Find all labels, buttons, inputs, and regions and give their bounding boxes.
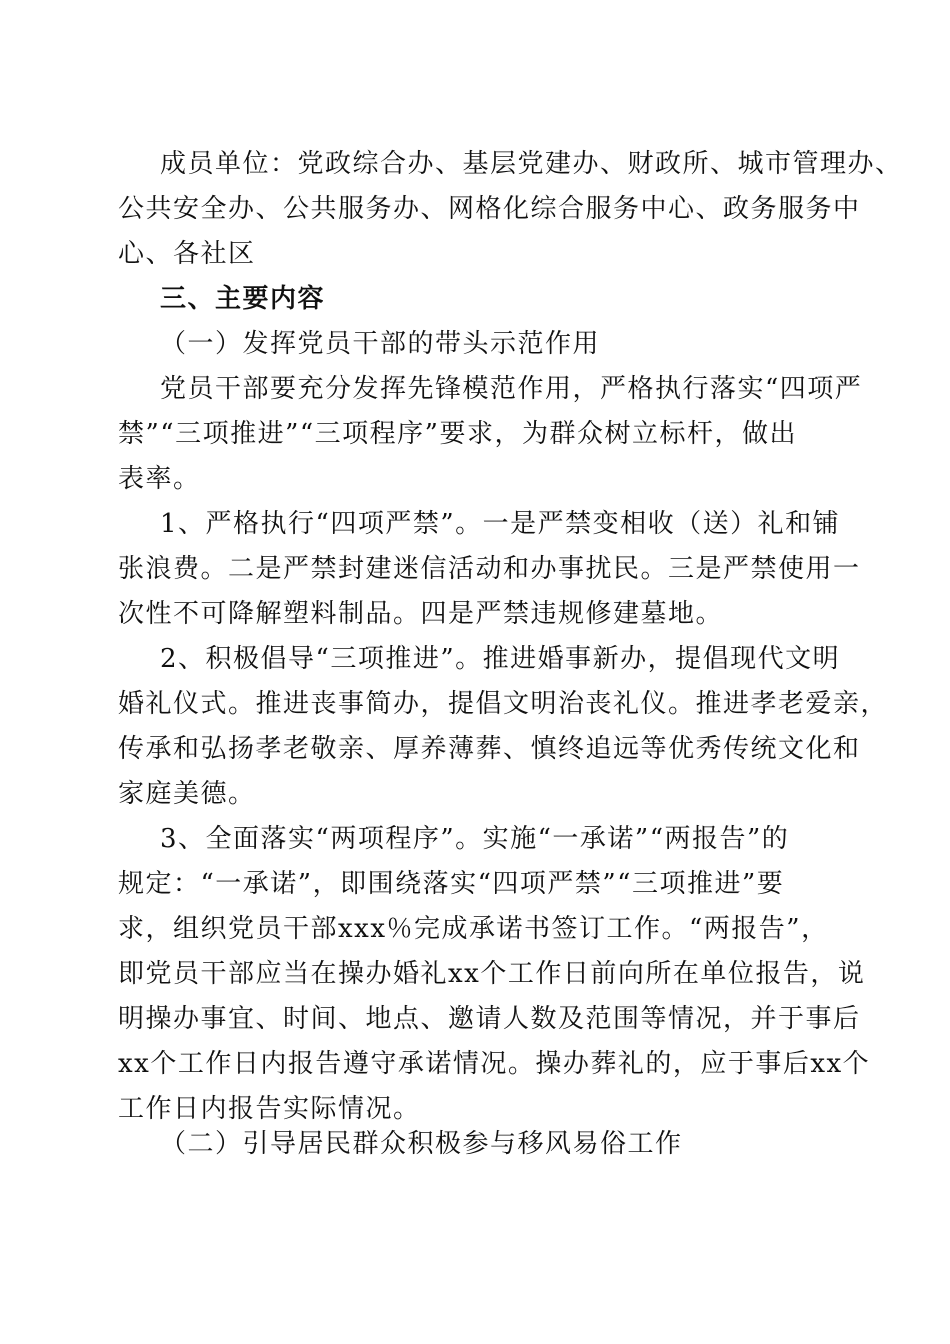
item-1-line-1: 1、严格执行“四项严禁”。一是严禁变相收（送）礼和铺: [160, 509, 841, 539]
member-units-line-1: 成员单位：党政综合办、基层党建办、财政所、城市管理办、: [160, 149, 903, 179]
item-3-line-2: 规定：“一承诺”，即围绕落实“四项严禁”“三项推进”要: [118, 869, 785, 899]
item-2-line-2: 婚礼仪式。推进丧事简办，提倡文明治丧礼仪。推进孝老爱亲，: [118, 689, 889, 719]
paragraph-intro-line-1: 党员干部要充分发挥先锋模范作用，严格执行落实“四项严: [160, 374, 863, 404]
paragraph-intro-line-2: 禁”“三项推进”“三项程序”要求，为群众树立标杆，做出: [118, 419, 797, 449]
item-3-line-6: xx个工作日内报告遵守承诺情况。操办葬礼的，应于事后xx个: [118, 1049, 871, 1079]
item-3-line-4: 即党员干部应当在操办婚礼xx个工作日前向所在单位报告，说: [118, 959, 866, 989]
item-1-line-2: 张浪费。二是严禁封建迷信活动和办事扰民。三是严禁使用一: [118, 554, 861, 584]
section-heading-main-content: 三、主要内容: [160, 284, 326, 314]
item-1-line-3: 次性不可降解塑料制品。四是严禁违规修建墓地。: [118, 599, 724, 629]
item-3-line-1: 3、全面落实“两项程序”。实施“一承诺”“两报告”的: [160, 824, 790, 854]
member-units-line-2: 公共安全办、公共服务办、网格化综合服务中心、政务服务中: [118, 194, 861, 224]
subheading-resident-participation: （二）引导居民群众积极参与移风易俗工作: [160, 1129, 683, 1159]
member-units-line-3: 心、各社区: [118, 239, 256, 269]
item-3-line-7: 工作日内报告实际情况。: [118, 1094, 421, 1124]
item-2-line-1: 2、积极倡导“三项推进”。推进婚事新办，提倡现代文明: [160, 644, 841, 674]
paragraph-intro-line-3: 表率。: [118, 464, 201, 494]
item-3-line-3: 求，组织党员干部xxx％完成承诺书签订工作。“两报告”，: [118, 914, 829, 944]
item-2-line-4: 家庭美德。: [118, 779, 256, 809]
item-2-line-3: 传承和弘扬孝老敬亲、厚养薄葬、慎终追远等优秀传统文化和: [118, 734, 861, 764]
item-3-line-5: 明操办事宜、时间、地点、邀请人数及范围等情况，并于事后: [118, 1004, 861, 1034]
subheading-party-role: （一）发挥党员干部的带头示范作用: [160, 329, 601, 359]
